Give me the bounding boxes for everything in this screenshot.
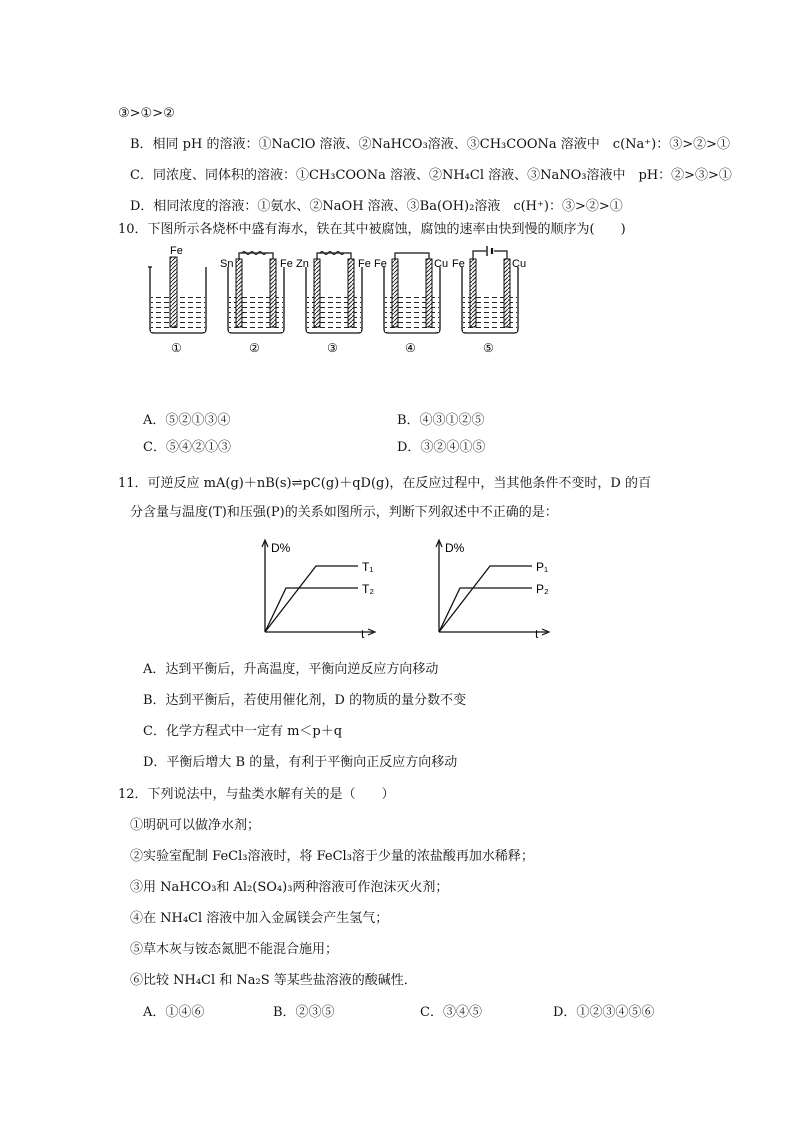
q12-option-a: A．①④⑥ — [143, 1005, 205, 1020]
beaker-2-right-label: Fe — [280, 258, 293, 270]
q12-option-b: B．②③⑤ — [273, 1005, 335, 1020]
beaker-4-left-label: Fe — [374, 258, 387, 270]
graph2-ylabel: D% — [445, 541, 465, 555]
q10-stem: 10．下图所示各烧杯中盛有海水，铁在其中被腐蚀，腐蚀的速率由快到慢的顺序为( ) — [118, 222, 626, 237]
q11-option-c: C．化学方程式中一定有 m＜p＋q — [143, 724, 343, 739]
beaker-3-right-label: Fe — [358, 258, 371, 270]
q12-item-1: ①明矾可以做净水剂； — [130, 818, 261, 833]
q12-stem: 12．下列说法中，与盐类水解有关的是（ ） — [118, 787, 395, 802]
q11-option-b: B．达到平衡后，若使用催化剂，D 的物质的量分数不变 — [143, 693, 467, 708]
beaker-5-left-label: Fe — [452, 258, 465, 270]
beaker-4-number: ④ — [405, 341, 416, 355]
curve-p2 — [439, 588, 532, 632]
graph1-series-t2: T₂ — [362, 582, 374, 596]
graph2-xlabel: t — [535, 627, 539, 641]
q12-item-6: ⑥比较 NH₄Cl 和 Na₂S 等某些盐溶液的酸碱性． — [130, 973, 417, 988]
curve-p1 — [439, 566, 532, 632]
q12-option-d: D．①②③④⑤⑥ — [553, 1005, 655, 1020]
beaker-5-number: ⑤ — [483, 341, 494, 355]
beaker-1-left-label: Fe — [170, 245, 183, 257]
beaker-1-number: ① — [171, 341, 182, 355]
beaker-3 — [296, 252, 371, 356]
beaker-4-right-label: Cu — [434, 258, 449, 270]
q11-option-d: D．平衡后增大 B 的量，有利于平衡向正反应方向移动 — [143, 755, 458, 770]
q12-option-c: C．③④⑤ — [420, 1005, 482, 1020]
graph2-series-p2: P₂ — [536, 582, 549, 596]
q10-option-d: D．③②④①⑤ — [397, 440, 486, 455]
q10-option-c: C．⑤④②①③ — [143, 440, 231, 455]
beaker-3-left-label: Zn — [296, 258, 309, 270]
graph1-series-t1: T₁ — [362, 560, 374, 574]
beaker-1 — [148, 245, 206, 355]
beaker-4 — [374, 253, 448, 355]
graph1-ylabel: D% — [271, 541, 291, 555]
q10-beaker-figure — [140, 245, 560, 355]
beaker-5-right-label: Cu — [512, 258, 527, 270]
curve-t2 — [265, 588, 358, 632]
q9-option-d: D．相同浓度的溶液：①氨水、②NaOH 溶液、③Ba(OH)₂溶液 c(H⁺)：③>②>① — [130, 199, 623, 214]
q11-graph-pressure — [432, 538, 562, 648]
beaker-2-number: ② — [249, 341, 260, 355]
q9-option-a-tail: ③>①>② — [118, 106, 175, 121]
beaker-2 — [220, 252, 293, 356]
q10-option-a: A．⑤②①③④ — [143, 413, 231, 428]
graph1-xlabel: t — [361, 627, 365, 641]
q10-option-b: B．④③①②⑤ — [397, 413, 485, 428]
q9-option-b: B．相同 pH 的溶液：①NaClO 溶液、②NaHCO₃溶液、③CH₃COONa 溶液中 c(Na⁺)：③>②>① — [130, 137, 730, 152]
curve-t1 — [265, 566, 358, 632]
beaker-3-number: ③ — [327, 341, 338, 355]
graph2-series-p1: P₁ — [536, 560, 549, 574]
q12-item-2: ②实验室配制 FeCl₃溶液时，将 FeCl₃溶于少量的浓盐酸再加水稀释； — [130, 849, 534, 864]
q11-option-a: A．达到平衡后，升高温度，平衡向逆反应方向移动 — [143, 662, 439, 677]
q11-graph-temperature — [258, 538, 388, 648]
beaker-5 — [452, 246, 526, 355]
q11-stem-line-1: 11．可逆反应 mA(g)＋nB(s)⇌pC(g)＋qD(g)，在反应过程中，当其他条件不变时，D 的百 — [118, 476, 651, 491]
q12-item-4: ④在 NH₄Cl 溶液中加入金属镁会产生氢气； — [130, 911, 389, 926]
beaker-2-left-label: Sn — [220, 258, 234, 270]
q12-item-3: ③用 NaHCO₃和 Al₂(SO₄)₃两种溶液可作泡沫灭火剂； — [130, 880, 449, 895]
q12-item-5: ⑤草木灰与铵态氮肥不能混合施用； — [130, 942, 339, 957]
q11-stem-line-2: 分含量与温度(T)和压强(P)的关系如图所示，判断下列叙述中不正确的是： — [130, 505, 558, 520]
q9-option-c: C．同浓度、同体积的溶液：①CH₃COONa 溶液、②NH₄Cl 溶液、③NaNO₃溶液中 pH：②>③>① — [130, 168, 732, 183]
